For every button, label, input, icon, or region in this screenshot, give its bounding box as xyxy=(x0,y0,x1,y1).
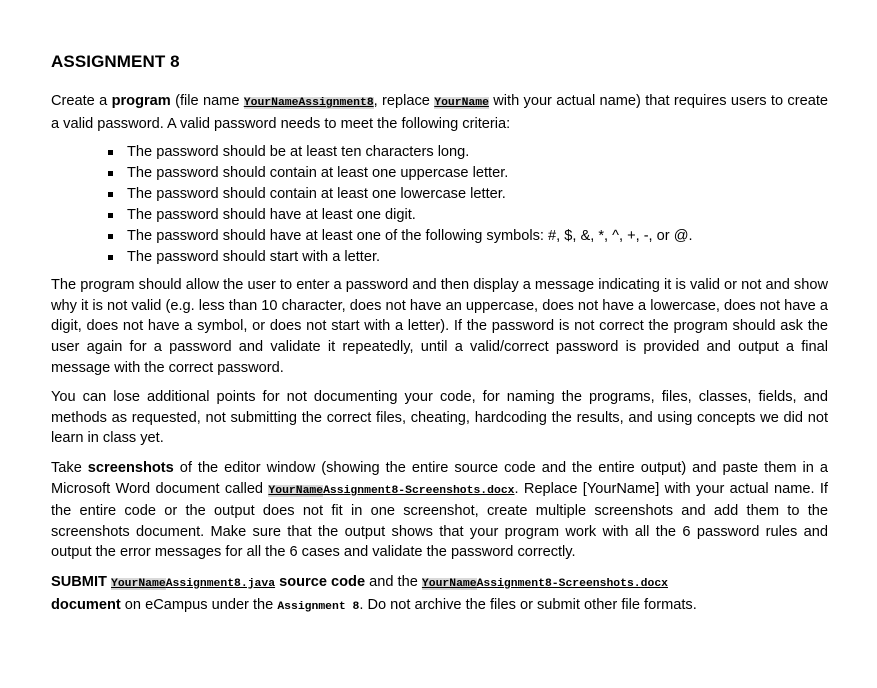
docx-name-code: YourName xyxy=(268,484,324,497)
program-bold: program xyxy=(111,93,171,109)
submit-text: and the xyxy=(365,573,422,590)
criteria-list xyxy=(51,142,828,268)
list-item: The password should be at least ten characters long. xyxy=(127,142,828,163)
list-item: The password should have at least one digit. xyxy=(127,205,828,226)
screens-text: of the editor window (showing the entire source code and the entire output) and paste them in a Microsoft Word document called xyxy=(51,459,828,497)
docx-name-code: Assignment8-Screenshots.docx xyxy=(323,484,515,497)
screens-text: Take xyxy=(51,459,88,476)
submit-paragraph xyxy=(51,572,828,617)
program-paragraph: The program should allow the user to enter a password and then display a message indicating it is valid or not and show why it is not valid (e.g. less than 10 character, does not have an uppercase, does not have a lowercase, does not have a digit, does not have a symbol, or does not start with a letter). If the password is not correct the program should ask the user again for a password and validate it repeatedly, until a valid/correct password is provided and output a final message with the correct password. xyxy=(51,277,828,376)
yourname-code: YourName xyxy=(434,97,489,109)
source-code-bold: source code xyxy=(275,573,366,590)
intro-text: with your actual name) that requires users to create a valid password. A valid password needs to meet the following criteria: xyxy=(51,93,828,132)
assignment-document xyxy=(51,52,828,617)
intro-paragraph xyxy=(51,91,828,134)
list-item: The password should have at least one of the following symbols: #, $, &, *, ^, +, -, or @. xyxy=(127,226,828,247)
assignment-code: Assignment 8 xyxy=(277,600,360,613)
submit-text: . Do not archive the files or submit other file formats. xyxy=(359,596,697,613)
submit-bold: SUBMIT xyxy=(51,573,111,590)
screenshots-paragraph xyxy=(51,458,828,563)
docx-file-code: Assignment8-Screenshots.docx xyxy=(476,577,668,590)
filename-code: YourNameAssignment8 xyxy=(243,97,374,109)
screens-text: . Replace [YourName] with your actual name. If the entire code or the output does not fit in one screenshot, create multiple screenshots and add them to the screenshots document. Make sure that the output shows that your program work with all the 6 password rules and output the error messages for all the 6 cases and validate the password correctly. xyxy=(51,480,828,561)
page-title: ASSIGNMENT 8 xyxy=(51,52,180,71)
intro-text: , replace xyxy=(373,93,435,109)
document-bold: document xyxy=(51,596,121,613)
submit-text: on eCampus under the xyxy=(120,596,278,613)
list-item: The password should contain at least one uppercase letter. xyxy=(127,163,828,184)
list-item: The password should start with a letter. xyxy=(127,247,828,268)
screenshots-bold: screenshots xyxy=(87,459,174,476)
list-item: The password should contain at least one lowercase letter. xyxy=(127,184,828,205)
docx-file-code: YourName xyxy=(421,577,477,590)
points-paragraph: You can lose additional points for not documenting your code, for naming the programs, files, classes, fields, and methods as requested, not submitting the correct files, cheating, hardcoding the results, and using concepts we did not learn in class yet. xyxy=(51,389,828,447)
intro-text: Create a xyxy=(51,93,112,109)
java-file-code: YourName xyxy=(111,577,166,590)
java-file-code: Assignment8.java xyxy=(165,577,276,590)
intro-text: (file name xyxy=(170,93,244,109)
